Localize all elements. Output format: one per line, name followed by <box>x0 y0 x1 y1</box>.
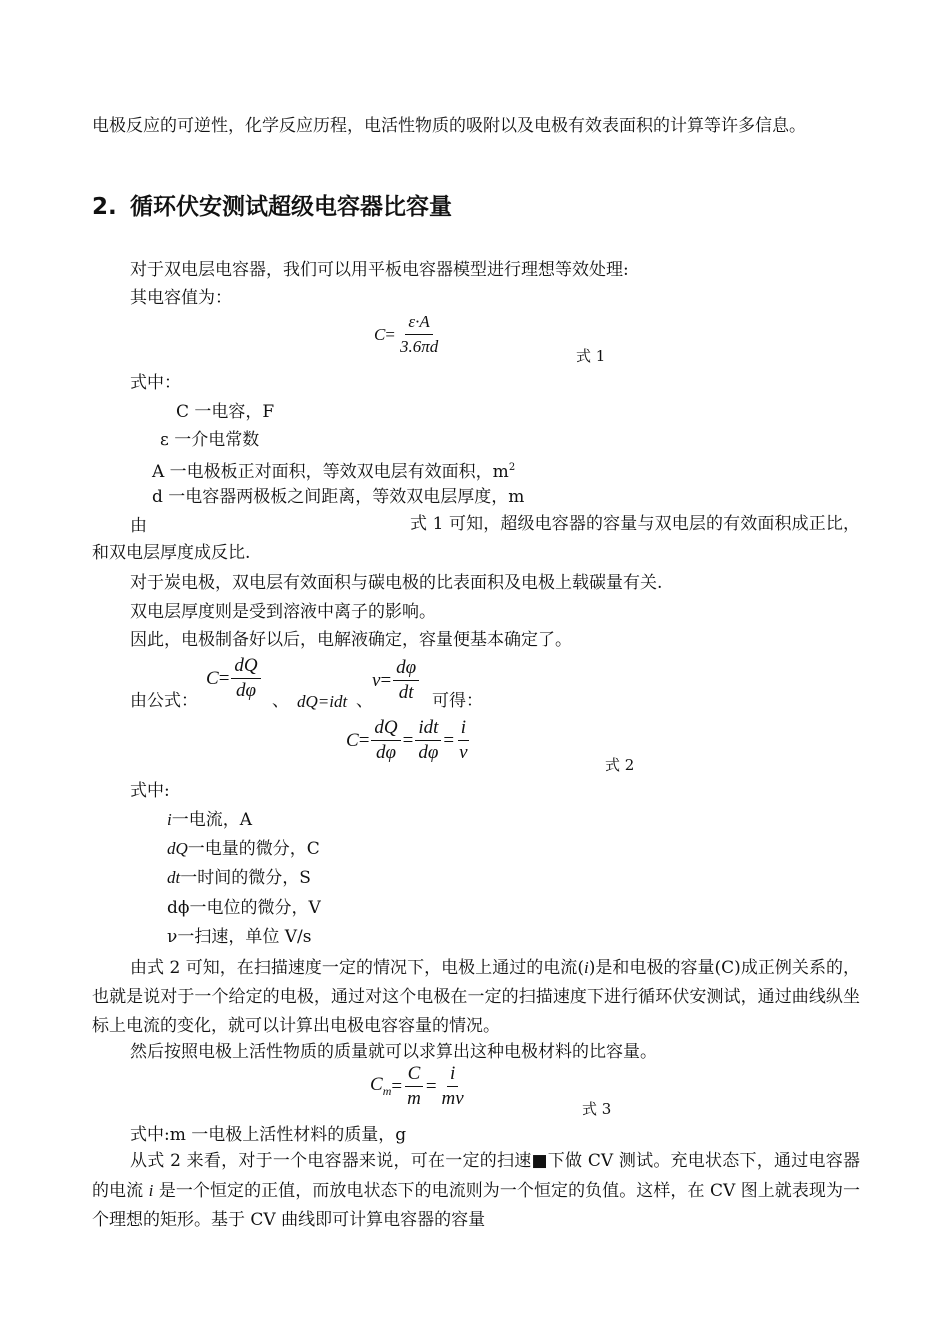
formula-separator-1: 、 <box>272 691 289 711</box>
def-potential-text: 一电位的微分，V <box>189 898 321 918</box>
def-charge-symbol: dQ <box>167 839 188 858</box>
formula-prefix: 由公式： <box>130 691 198 711</box>
def-current-text: 一电流，A <box>171 810 253 830</box>
eq3-num-1: C <box>405 1062 424 1087</box>
eq3-den-1: m <box>407 1088 421 1109</box>
cv-paragraph-i: i <box>148 1181 154 1200</box>
eq3-fraction-1 <box>404 1062 424 1111</box>
formula-v-lhs: v <box>372 669 381 691</box>
def-current-symbol: i <box>167 810 172 829</box>
where-label-1: 式中： <box>130 373 181 393</box>
def-permittivity: ε 一介电常数 <box>160 430 260 450</box>
formula-v-dphi-dt: v = $\frac{d\varphi}{dt}$ <box>372 656 421 705</box>
eq2-explanation-paragraph <box>92 953 860 1041</box>
eq2-num-3: i <box>458 716 469 741</box>
by-eq1-prefix: 由 <box>130 516 147 536</box>
thickness-paragraph: 双电层厚度则是受到溶液中离子的影响。 <box>130 602 436 622</box>
equation-1-label: 式 1 <box>576 347 606 365</box>
def-charge-text: 一电量的微分，C <box>187 839 320 859</box>
formula-v-numerator: dφ <box>393 656 419 681</box>
def-scan-rate <box>167 925 311 949</box>
formula-separator-2: 、 <box>356 691 373 711</box>
formula-c-numerator: dQ <box>231 654 260 679</box>
eq2-fraction-1 <box>371 716 400 765</box>
formula-v-denominator: dt <box>398 682 414 703</box>
def-potential <box>167 896 321 920</box>
formula-c-denominator: dφ <box>236 680 257 701</box>
def-current <box>167 808 252 832</box>
formula-dq-idt: dQ=idt <box>297 692 348 711</box>
eq3-num-2: i <box>447 1062 458 1087</box>
where-label-3: 式中:m 一电极上活性材料的质量，g <box>130 1125 407 1145</box>
equation-1 <box>374 310 443 359</box>
where-label-2: 式中: <box>130 781 170 801</box>
capacitance-value-line: 其电容值为： <box>130 288 232 308</box>
def-time-symbol: dt <box>167 868 181 887</box>
eq2-den-1: dφ <box>376 742 397 763</box>
section-number: 2. <box>92 194 117 220</box>
equation-3: $C_m$ = $\frac{C}{m}$ = $\frac{i}{mv}$ <box>370 1062 469 1111</box>
eq2-explanation-a: 由式 2 可知，在扫描速度一定的情况下，电极上通过的电流( <box>130 958 584 978</box>
def-charge <box>167 837 320 861</box>
formula-c-lhs: C <box>206 667 219 689</box>
cv-paragraph-b: 是一个恒定的正值，而放电状态下的电流则为一个恒定的负值。这样，在 CV 图上就表现为一个理想的矩形。基于 CV 曲线即可计算电容器的容量 <box>92 1181 861 1230</box>
eq2-explanation-i: i <box>583 958 589 977</box>
eq3-lhs <box>370 1074 391 1099</box>
def-scan-rate-symbol: ν <box>167 927 178 947</box>
formula-v-fraction <box>393 656 419 705</box>
formula-suffix: 可得： <box>432 691 483 711</box>
def-scan-rate-text: 一扫速，单位 V/s <box>177 927 312 947</box>
eq2-fraction-3 <box>456 716 470 765</box>
eq1-denominator: 3.6πd <box>399 337 439 356</box>
def-distance: d 一电容器两极板之间距离，等效双电层厚度，m <box>152 487 525 507</box>
cv-paragraph <box>92 1147 860 1235</box>
specific-capacity-paragraph: 然后按照电极上活性物质的质量就可以求算出这种电极材料的比容量。 <box>130 1042 657 1062</box>
eq3-lhs-c: C <box>370 1074 383 1095</box>
eq2-num-1: dQ <box>371 716 400 741</box>
def-capacitance: C 一电容，F <box>176 402 275 422</box>
eq2-fraction-2 <box>415 716 441 765</box>
intro-paragraph: 电极反应的可逆性，化学反应历程，电活性物质的吸附以及电极有效表面积的计算等许多信息。 <box>92 116 806 136</box>
formula-c-dq-dphi: C = $\frac{dQ}{d\varphi}$ <box>206 654 263 703</box>
def-area <box>152 456 515 484</box>
eq1-lhs: C <box>374 324 386 344</box>
eq3-den-2: mv <box>441 1088 464 1109</box>
def-time <box>167 866 311 890</box>
section-title: 循环伏安测试超级电容器比容量 <box>130 194 452 220</box>
formula-c-fraction <box>231 654 260 703</box>
eq1-numerator: ε·A <box>405 310 432 335</box>
eq3-lhs-subscript: m <box>382 1084 392 1098</box>
by-eq1-paragraph: 式 1 可知，超级电容器的容量与双电层的有效面积成正比，和双电层厚度成反比. <box>92 514 860 563</box>
eq3-fraction-2 <box>439 1062 467 1111</box>
def-potential-symbol: dϕ <box>167 898 190 918</box>
eq2-den-3: v <box>459 742 468 763</box>
equation-2: C = $\frac{dQ}{d\varphi}$ = $\frac{\text{idt}}{d\varphi}$ = $\frac{i}{v}$ <box>346 716 473 765</box>
equation-2-label: 式 2 <box>605 756 635 774</box>
carbon-paragraph: 对于炭电极，双电层有效面积与碳电极的比表面积及电极上载碳量有关. <box>130 573 663 593</box>
eq2-lhs: C <box>346 729 359 751</box>
eq1-equals: = <box>385 324 395 344</box>
therefore-paragraph: 因此，电极制备好以后，电解液确定，容量便基本确定了。 <box>130 630 572 650</box>
eq2-explanation-b: )是和电极的容量(C)成正例关系的，也就是说对于一个给定的电极，通过对这个电极在一定的扫描速度下进行循环伏安测试，通过曲线纵坐标上电流的变化，就可以计算出电极电容容量的情况。 <box>92 958 860 1036</box>
equation-3-label: 式 3 <box>582 1100 612 1118</box>
eq2-num-2: idt <box>415 716 441 741</box>
def-area-text: A 一电极板正对面积，等效双电层有效面积，m <box>152 462 509 482</box>
eq2-den-2: dφ <box>418 742 439 763</box>
cv-paragraph-a: 从式 2 来看，对于一个电容器来说，可在一定的扫速■下做 CV 测试。充电状态下，通过电容器的电流 <box>92 1151 860 1201</box>
model-paragraph: 对于双电层电容器，我们可以用平板电容器模型进行理想等效处理: <box>130 260 629 280</box>
section-heading <box>92 190 452 224</box>
def-area-superscript: 2 <box>508 462 516 473</box>
def-time-text: 一时间的微分，S <box>180 868 311 888</box>
eq1-fraction <box>397 310 441 359</box>
